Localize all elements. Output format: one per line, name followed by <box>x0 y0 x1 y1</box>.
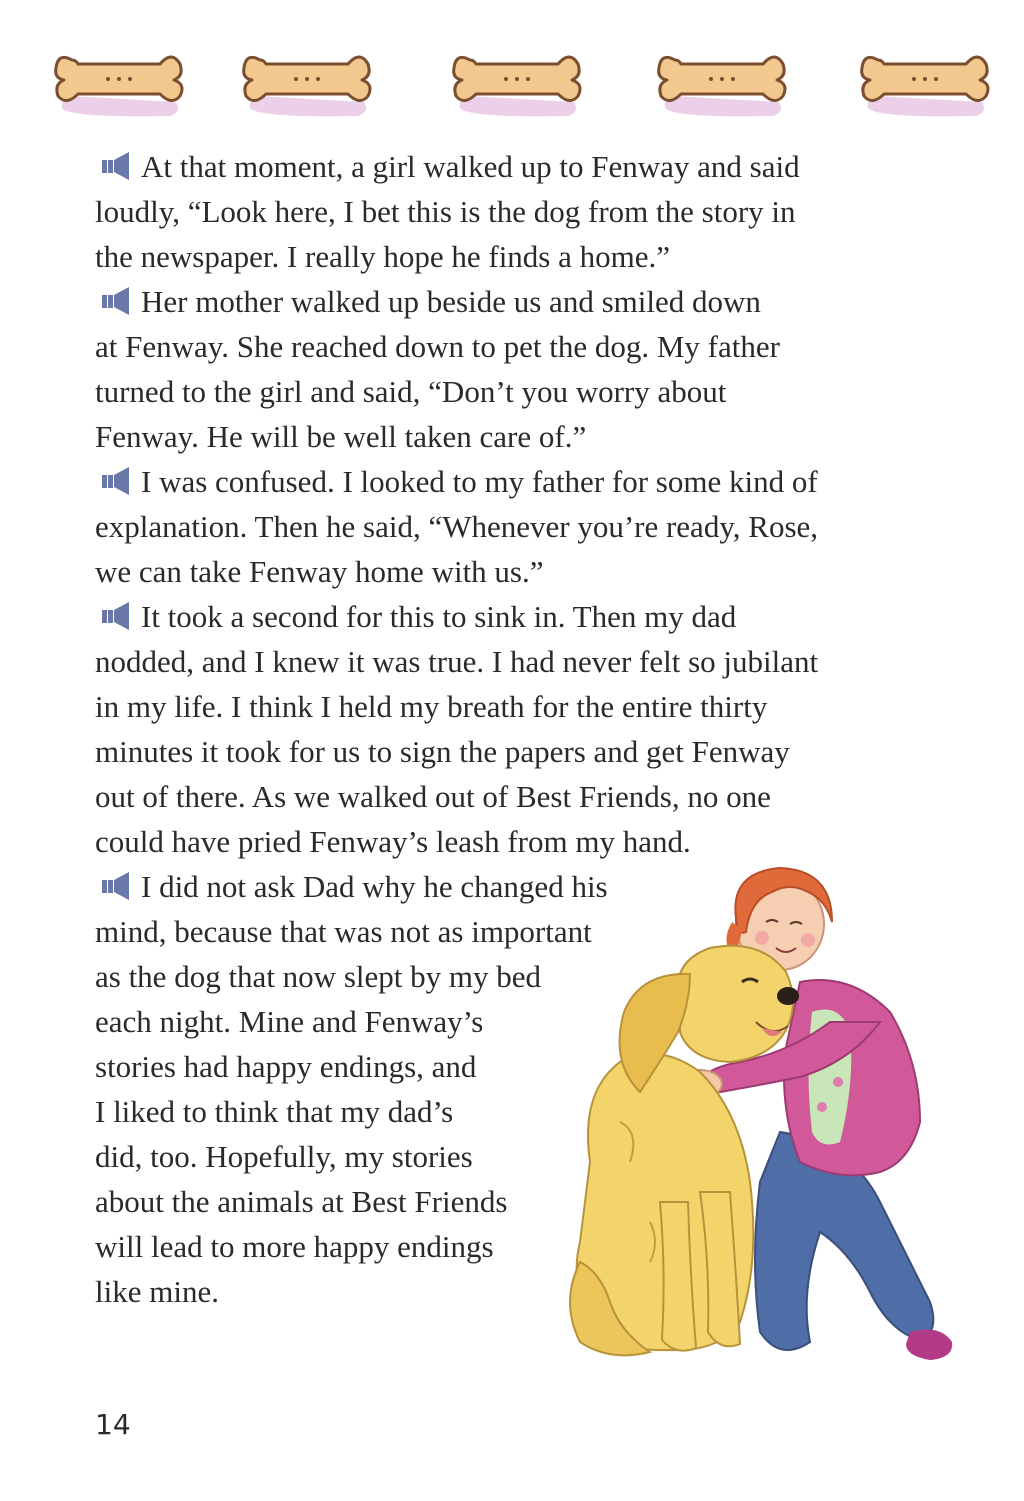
text-line: Fenway. He will be well taken care of.” <box>95 419 587 454</box>
bone-icon <box>653 38 791 120</box>
speaker-icon[interactable] <box>101 601 133 631</box>
bone-icon <box>856 38 994 120</box>
paragraph <box>95 459 915 594</box>
text-line: At that moment, a girl walked up to Fenway and said <box>141 149 800 184</box>
paragraph-first-line <box>95 279 915 324</box>
text-line: as the dog that now slept by my bed <box>95 959 541 994</box>
speaker-icon[interactable] <box>101 871 133 901</box>
text-line: It took a second for this to sink in. Then my dad <box>141 599 737 634</box>
text-line: minutes it took for us to sign the papers and get Fenway <box>95 734 790 769</box>
text-line: the newspaper. I really hope he finds a home.” <box>95 239 671 274</box>
text-line: out of there. As we walked out of Best Friends, no one <box>95 779 771 814</box>
speaker-icon[interactable] <box>101 466 133 496</box>
paragraph <box>95 279 915 459</box>
paragraph-first-line <box>95 594 915 639</box>
text-line: in my life. I think I held my breath for the entire thirty <box>95 689 768 724</box>
text-line: turned to the girl and said, “Don’t you worry about <box>95 374 727 409</box>
text-line: each night. Mine and Fenway’s <box>95 1004 484 1039</box>
paragraph <box>95 144 915 279</box>
text-line: stories had happy endings, and <box>95 1049 477 1084</box>
paragraph <box>95 594 915 864</box>
bone-icon <box>50 38 188 120</box>
text-line: I liked to think that my dad’s <box>95 1094 454 1129</box>
text-line: nodded, and I knew it was true. I had never felt so jubilant <box>95 644 819 679</box>
text-line: explanation. Then he said, “Whenever you’re ready, Rose, <box>95 509 819 544</box>
bone-decoration-band <box>38 32 1002 130</box>
paragraph-first-line <box>95 459 915 504</box>
page-number: 14 <box>95 1408 131 1441</box>
text-line: about the animals at Best Friends <box>95 1184 508 1219</box>
text-line: Her mother walked up beside us and smiled down <box>141 284 761 319</box>
text-line: will lead to more happy endings <box>95 1229 494 1264</box>
bone-icon <box>448 38 586 120</box>
text-line: loudly, “Look here, I bet this is the dog from the story in <box>95 194 796 229</box>
girl-hugging-dog-illustration <box>550 862 990 1382</box>
text-line: at Fenway. She reached down to pet the dog. My father <box>95 329 780 364</box>
speaker-icon[interactable] <box>101 151 133 181</box>
text-line: mind, because that was not as important <box>95 914 592 949</box>
text-line: could have pried Fenway’s leash from my hand. <box>95 824 691 859</box>
text-line: did, too. Hopefully, my stories <box>95 1139 473 1174</box>
bone-icon <box>238 38 376 120</box>
paragraph-first-line <box>95 144 915 189</box>
text-line: I did not ask Dad why he changed his <box>141 869 608 904</box>
text-line: we can take Fenway home with us.” <box>95 554 544 589</box>
text-line: I was confused. I looked to my father for some kind of <box>141 464 818 499</box>
text-line: like mine. <box>95 1274 219 1309</box>
speaker-icon[interactable] <box>101 286 133 316</box>
